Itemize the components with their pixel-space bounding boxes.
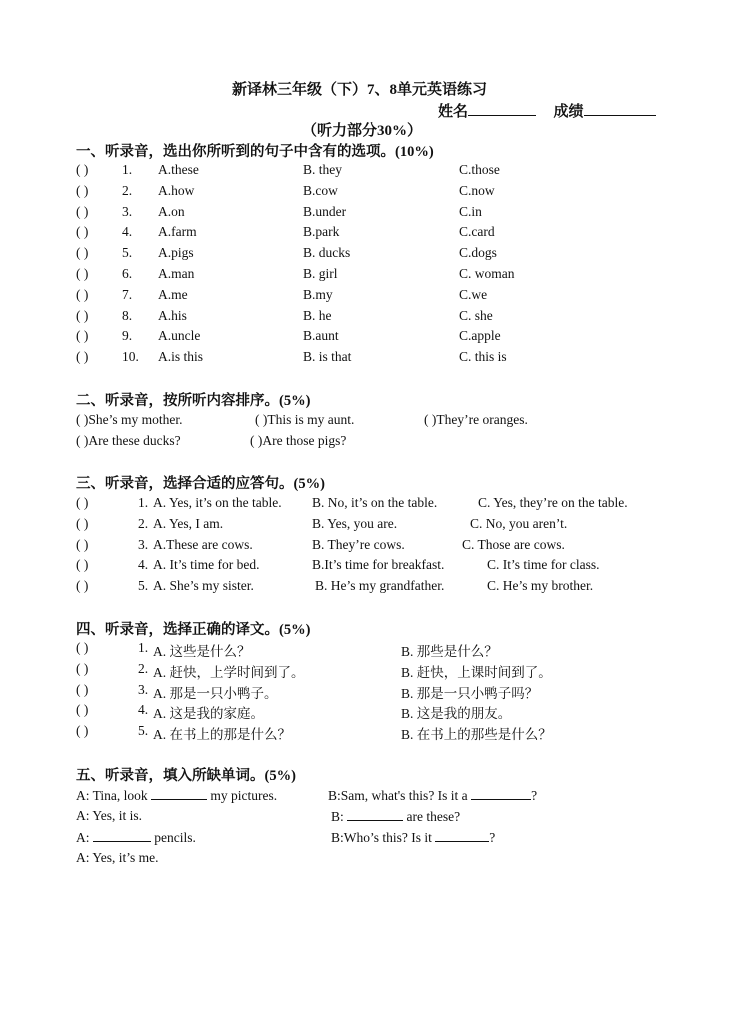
option-b: B.aunt <box>303 328 339 344</box>
option-b: B. 那是一只小鸭子吗？ <box>401 685 539 701</box>
question-number: 7. <box>122 286 133 302</box>
option-a: A.these <box>158 162 199 177</box>
question-number: 6. <box>122 266 133 281</box>
option-a: A. It’s time for bed. <box>153 557 260 573</box>
option-a: A.These are cows. <box>153 536 253 552</box>
question-number: 1. <box>122 162 133 177</box>
option-b: B. 赶快，上课时间到了。 <box>401 664 552 680</box>
answer-paren: ( ) <box>76 245 89 261</box>
option-b: B. He’s my grandfather. <box>315 578 445 594</box>
question-number: 1. <box>138 640 149 655</box>
question-number: 2. <box>138 515 149 531</box>
answer-blank[interactable] <box>471 787 531 800</box>
option-a: A.man <box>158 266 195 281</box>
option-b: B. 这是我的朋友。 <box>401 706 512 722</box>
option-a: A.farm <box>158 224 197 240</box>
fill-line: B:Sam, what's this? Is it a ? <box>328 788 538 803</box>
option-a: A.how <box>158 182 195 198</box>
option-c: C.dogs <box>459 245 497 261</box>
answer-paren: ( ) <box>76 702 89 718</box>
answer-paren: ( ) <box>76 266 89 281</box>
answer-blank[interactable] <box>151 787 207 800</box>
question-number: 4. <box>138 557 149 573</box>
answer-paren: ( ) <box>76 660 89 676</box>
answer-blank[interactable] <box>435 829 489 842</box>
option-a: A. 这是我的家庭。 <box>153 706 264 722</box>
option-a: A. Yes, it’s on the table. <box>153 495 282 510</box>
answer-paren: ( ) <box>76 349 89 365</box>
option-b: B. is that <box>303 349 352 365</box>
option-b: B. ducks <box>303 245 351 261</box>
question-number: 9. <box>122 328 133 344</box>
option-a: A.his <box>158 307 187 323</box>
answer-paren: ( ) <box>76 536 89 552</box>
option-c: C.those <box>459 162 500 177</box>
option-a: A.pigs <box>158 245 194 261</box>
option-a: A. Yes, I am. <box>153 515 224 531</box>
name-blank[interactable] <box>468 103 536 116</box>
order-item: ( )She’s my mother. <box>76 412 183 427</box>
option-b: B. he <box>303 307 332 323</box>
answer-paren: ( ) <box>76 640 89 655</box>
question-number: 3. <box>122 203 133 219</box>
question-number: 5. <box>138 578 149 594</box>
option-c: C. It’s time for class. <box>487 557 600 573</box>
answer-paren: ( ) <box>76 224 89 240</box>
fill-line: A: pencils. <box>76 830 196 845</box>
option-c: C.apple <box>459 328 501 344</box>
answer-paren: ( ) <box>76 495 89 510</box>
option-a: A. She’s my sister. <box>153 578 254 594</box>
option-b: B. 那些是什么？ <box>401 644 498 659</box>
option-b: B.park <box>303 224 340 240</box>
option-c: C. Those are cows. <box>462 536 565 552</box>
option-b: B.my <box>303 286 333 302</box>
answer-paren: ( ) <box>76 162 89 177</box>
option-b: B.It’s time for breakfast. <box>312 557 445 573</box>
fill-line: B:Who’s this? Is it ? <box>331 830 496 845</box>
question-number: 8. <box>122 307 133 323</box>
name-label: 姓名 <box>438 104 469 120</box>
answer-paren: ( ) <box>76 723 89 739</box>
score-blank[interactable] <box>584 103 656 116</box>
answer-paren: ( ) <box>76 286 89 302</box>
answer-paren: ( ) <box>76 307 89 323</box>
question-number: 5. <box>138 723 149 739</box>
question-number: 3. <box>138 536 149 552</box>
name-score-line <box>438 100 656 121</box>
option-c: C. she <box>459 307 493 323</box>
answer-blank[interactable] <box>347 808 403 821</box>
answer-paren: ( ) <box>76 328 89 344</box>
option-c: C.now <box>459 182 495 198</box>
fill-line: A: Yes, it is. <box>76 808 143 823</box>
question-number: 5. <box>122 245 133 261</box>
option-b: B. they <box>303 162 342 177</box>
fill-line: A: Tina, look my pictures. <box>76 788 278 803</box>
option-a: A. 在书上的那是什么？ <box>153 727 291 743</box>
option-a: A. 赶快，上学时间到了。 <box>153 664 305 680</box>
section4-heading: 四、听录音，选择正确的译文。(5%) <box>76 622 311 638</box>
answer-paren: ( ) <box>76 515 89 531</box>
question-number: 2. <box>138 660 149 676</box>
option-a: A.on <box>158 203 185 219</box>
option-b: B.cow <box>303 182 338 198</box>
section5-heading: 五、听录音，填入所缺单词。(5%) <box>76 768 296 784</box>
question-number: 4. <box>138 702 149 718</box>
question-number: 2. <box>122 182 133 198</box>
page-title: 新译林三年级（下）7、8单元英语练习 <box>232 82 488 98</box>
answer-blank[interactable] <box>93 829 151 842</box>
answer-paren: ( ) <box>76 182 89 198</box>
option-c: C. He’s my brother. <box>487 578 594 594</box>
score-label: 成绩 <box>553 104 584 120</box>
option-a: A. 那是一只小鸭子。 <box>153 685 278 701</box>
option-b: B. girl <box>303 266 338 281</box>
option-c: C. this is <box>459 349 507 365</box>
question-number: 4. <box>122 224 133 240</box>
option-b: B. Yes, you are. <box>312 515 398 531</box>
fill-line: A: Yes, it’s me. <box>76 850 159 865</box>
option-b: B. 在书上的那些是什么？ <box>401 727 552 743</box>
section3-heading: 三、听录音，选择合适的应答句。(5%) <box>76 476 325 492</box>
fill-line: B: are these? <box>331 809 461 824</box>
option-b: B.under <box>303 203 347 219</box>
order-item: ( )Are those pigs? <box>250 433 347 448</box>
answer-paren: ( ) <box>76 203 89 219</box>
option-c: C. Yes, they’re on the table. <box>478 495 628 510</box>
answer-paren: ( ) <box>76 557 89 573</box>
option-c: C.card <box>459 224 495 240</box>
option-a: A.me <box>158 286 188 302</box>
option-a: A. 这些是什么？ <box>153 644 251 659</box>
answer-paren: ( ) <box>76 578 89 594</box>
option-c: C.in <box>459 203 482 219</box>
answer-paren: ( ) <box>76 681 89 697</box>
option-c: C. woman <box>459 266 515 281</box>
option-a: A.uncle <box>158 328 201 344</box>
order-item: ( )This is my aunt. <box>255 412 355 427</box>
order-item: ( )Are these ducks? <box>76 433 181 448</box>
option-a: A.is this <box>158 349 204 365</box>
option-b: B. No, it’s on the table. <box>312 495 438 510</box>
option-b: B. They’re cows. <box>312 536 405 552</box>
option-c: C. No, you aren’t. <box>470 515 568 531</box>
subtitle: （听力部分30%） <box>302 123 423 139</box>
section2-heading: 二、听录音，按所听内容排序。(5%) <box>76 393 311 409</box>
section1-heading: 一、听录音，选出你所听到的句子中含有的选项。(10%) <box>76 144 434 160</box>
option-c: C.we <box>459 286 488 302</box>
order-item: ( )They’re oranges. <box>424 412 528 427</box>
question-number: 3. <box>138 681 149 697</box>
question-number: 10. <box>122 349 139 365</box>
question-number: 1. <box>138 495 149 510</box>
